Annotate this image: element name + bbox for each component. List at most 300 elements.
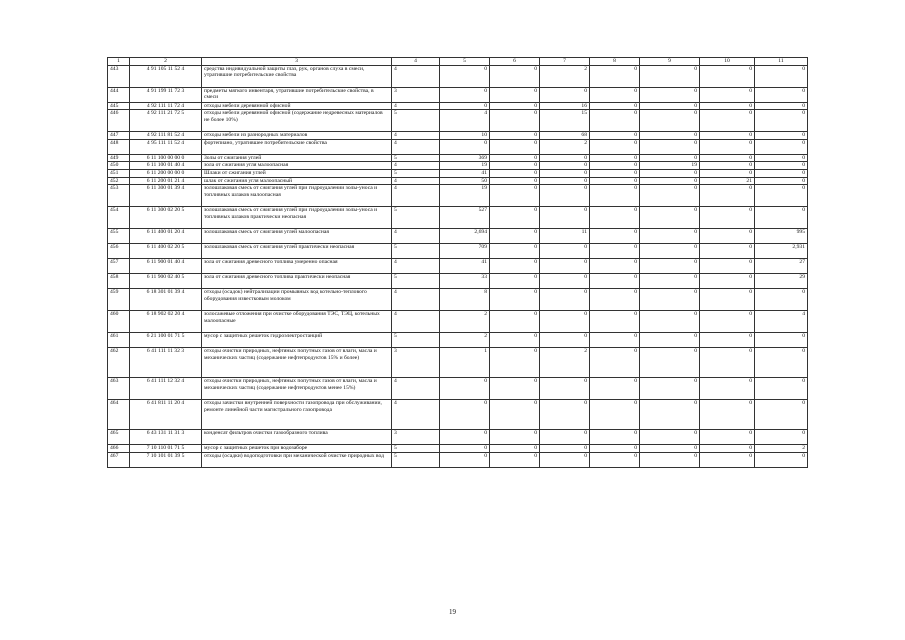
value-col-10: 0 bbox=[700, 400, 755, 430]
value-col-9: 0 bbox=[640, 333, 700, 348]
waste-name: золошлаковая смесь от сжигания углей при гидроудалении золы-уноса и топливных шлаков малоопасная bbox=[202, 185, 392, 207]
table-row bbox=[108, 445, 808, 453]
waste-code: 6 11 300 01 39 4 bbox=[130, 185, 202, 207]
row-number: 450 bbox=[108, 162, 130, 170]
value-col-5: 527 bbox=[440, 207, 490, 229]
row-number: 449 bbox=[108, 154, 130, 162]
value-col-8: 0 bbox=[590, 289, 640, 311]
value-col-11: 0 bbox=[755, 169, 808, 177]
hazard-class: 3 bbox=[392, 348, 440, 378]
value-col-5: 1 bbox=[440, 348, 490, 378]
value-col-9: 0 bbox=[640, 139, 700, 154]
value-col-6: 0 bbox=[490, 139, 540, 154]
waste-code: 6 11 400 02 20 5 bbox=[130, 244, 202, 259]
col-header-2: 2 bbox=[130, 58, 202, 66]
waste-code: 6 11 300 02 20 5 bbox=[130, 207, 202, 229]
table-row bbox=[108, 400, 808, 430]
waste-code: 6 11 200 01 21 4 bbox=[130, 177, 202, 185]
table-row bbox=[108, 207, 808, 229]
table-row bbox=[108, 139, 808, 154]
value-col-7: 0 bbox=[540, 244, 590, 259]
value-col-9: 0 bbox=[640, 400, 700, 430]
row-number: 462 bbox=[108, 348, 130, 378]
value-col-7: 0 bbox=[540, 378, 590, 400]
hazard-class: 5 bbox=[392, 154, 440, 162]
value-col-9: 0 bbox=[640, 65, 700, 87]
value-col-5: 0 bbox=[440, 139, 490, 154]
value-col-10: 0 bbox=[700, 348, 755, 378]
table-row bbox=[108, 274, 808, 289]
value-col-8: 0 bbox=[590, 244, 640, 259]
value-col-5: 50 bbox=[440, 177, 490, 185]
value-col-11: 2 bbox=[755, 445, 808, 453]
value-col-6: 0 bbox=[490, 207, 540, 229]
value-col-11: 4 bbox=[755, 311, 808, 333]
value-col-7: 0 bbox=[540, 289, 590, 311]
row-number: 457 bbox=[108, 259, 130, 274]
hazard-class: 5 bbox=[392, 207, 440, 229]
hazard-class: 4 bbox=[392, 311, 440, 333]
waste-name: зола от сжигания древесного топлива практически неопасная bbox=[202, 274, 392, 289]
value-col-10: 0 bbox=[700, 132, 755, 140]
col-header-6: 6 bbox=[490, 58, 540, 66]
value-col-5: 2 bbox=[440, 311, 490, 333]
value-col-9: 0 bbox=[640, 244, 700, 259]
row-number: 444 bbox=[108, 87, 130, 102]
value-col-7: 0 bbox=[540, 169, 590, 177]
row-number: 446 bbox=[108, 110, 130, 132]
value-col-6: 0 bbox=[490, 229, 540, 244]
value-col-5: 19 bbox=[440, 162, 490, 170]
value-col-7: 2 bbox=[540, 65, 590, 87]
value-col-8: 0 bbox=[590, 162, 640, 170]
value-col-7: 0 bbox=[540, 185, 590, 207]
row-number: 456 bbox=[108, 244, 130, 259]
value-col-7: 0 bbox=[540, 400, 590, 430]
value-col-10: 21 bbox=[700, 177, 755, 185]
row-number: 463 bbox=[108, 378, 130, 400]
value-col-6: 0 bbox=[490, 110, 540, 132]
value-col-5: 0 bbox=[440, 102, 490, 110]
waste-code: 6 18 301 01 39 4 bbox=[130, 289, 202, 311]
table-row bbox=[108, 348, 808, 378]
waste-name: конденсат фильтров очистки газообразного топлива bbox=[202, 430, 392, 445]
hazard-class: 4 bbox=[392, 177, 440, 185]
table-row bbox=[108, 311, 808, 333]
table-row bbox=[108, 378, 808, 400]
value-col-11: 0 bbox=[755, 452, 808, 467]
value-col-7: 0 bbox=[540, 87, 590, 102]
value-col-8: 0 bbox=[590, 348, 640, 378]
value-col-9: 0 bbox=[640, 87, 700, 102]
value-col-9: 0 bbox=[640, 452, 700, 467]
value-col-8: 0 bbox=[590, 400, 640, 430]
hazard-class: 4 bbox=[392, 289, 440, 311]
value-col-10: 0 bbox=[700, 139, 755, 154]
value-col-11: 0 bbox=[755, 132, 808, 140]
value-col-5: 0 bbox=[440, 430, 490, 445]
value-col-11: 0 bbox=[755, 110, 808, 132]
waste-code: 6 11 100 01 40 4 bbox=[130, 162, 202, 170]
value-col-5: 8 bbox=[440, 289, 490, 311]
value-col-11: 0 bbox=[755, 289, 808, 311]
value-col-8: 0 bbox=[590, 139, 640, 154]
waste-name: шлак от сжигания угля малоопасный bbox=[202, 177, 392, 185]
value-col-10: 0 bbox=[700, 311, 755, 333]
value-col-5: 33 bbox=[440, 274, 490, 289]
value-col-11: 0 bbox=[755, 207, 808, 229]
value-col-5: 2,694 bbox=[440, 229, 490, 244]
value-col-5: 0 bbox=[440, 378, 490, 400]
value-col-7: 0 bbox=[540, 207, 590, 229]
value-col-5: 4 bbox=[440, 110, 490, 132]
hazard-class: 5 bbox=[392, 452, 440, 467]
waste-code: 7 10 101 01 39 5 bbox=[130, 452, 202, 467]
row-number: 467 bbox=[108, 452, 130, 467]
value-col-7: 0 bbox=[540, 452, 590, 467]
waste-name: отходы очистки природных, нефтяных попутных газов от влаги, масла и механических частиц (содержание нефтепродуктов 15% и более) bbox=[202, 348, 392, 378]
value-col-6: 0 bbox=[490, 102, 540, 110]
value-col-8: 0 bbox=[590, 207, 640, 229]
hazard-class: 5 bbox=[392, 333, 440, 348]
waste-code: 6 11 400 01 20 4 bbox=[130, 229, 202, 244]
waste-code: 4 92 111 81 52 4 bbox=[130, 132, 202, 140]
value-col-10: 0 bbox=[700, 154, 755, 162]
value-col-8: 0 bbox=[590, 87, 640, 102]
waste-code: 6 18 902 02 20 4 bbox=[130, 311, 202, 333]
value-col-7: 0 bbox=[540, 333, 590, 348]
row-number: 443 bbox=[108, 65, 130, 87]
value-col-6: 0 bbox=[490, 259, 540, 274]
hazard-class: 4 bbox=[392, 378, 440, 400]
value-col-9: 0 bbox=[640, 185, 700, 207]
waste-code: 6 43 131 11 31 3 bbox=[130, 430, 202, 445]
hazard-class: 4 bbox=[392, 139, 440, 154]
value-col-8: 0 bbox=[590, 430, 640, 445]
value-col-5: 0 bbox=[440, 87, 490, 102]
value-col-10: 0 bbox=[700, 244, 755, 259]
value-col-10: 0 bbox=[700, 207, 755, 229]
table-row bbox=[108, 65, 808, 87]
table-row bbox=[108, 289, 808, 311]
value-col-5: 0 bbox=[440, 452, 490, 467]
value-col-7: 11 bbox=[540, 229, 590, 244]
value-col-8: 0 bbox=[590, 311, 640, 333]
value-col-5: 10 bbox=[440, 132, 490, 140]
waste-code: 4 91 199 11 72 3 bbox=[130, 87, 202, 102]
waste-name: отходы (осадки) водоподготовки при механической очистке природных вод bbox=[202, 452, 392, 467]
hazard-class: 3 bbox=[392, 87, 440, 102]
value-col-10: 0 bbox=[700, 162, 755, 170]
value-col-8: 0 bbox=[590, 169, 640, 177]
waste-name: золошлаковая смесь от сжигания углей малоопасная bbox=[202, 229, 392, 244]
value-col-10: 0 bbox=[700, 430, 755, 445]
value-col-7: 0 bbox=[540, 445, 590, 453]
hazard-class: 4 bbox=[392, 65, 440, 87]
waste-name: золосажевые отложения при очистке оборудования ТЭС, ТЭЦ, котельных малоопасные bbox=[202, 311, 392, 333]
value-col-11: 995 bbox=[755, 229, 808, 244]
value-col-9: 0 bbox=[640, 378, 700, 400]
table-row bbox=[108, 259, 808, 274]
waste-code: 6 11 900 02 40 5 bbox=[130, 274, 202, 289]
value-col-5: 709 bbox=[440, 244, 490, 259]
table-body bbox=[108, 58, 808, 468]
waste-name: Шлаки от сжигания углей bbox=[202, 169, 392, 177]
waste-name: предметы мягкого инвентаря, утратившие потребительские свойства, в смеси bbox=[202, 87, 392, 102]
hazard-class: 4 bbox=[392, 259, 440, 274]
col-header-1: 1 bbox=[108, 58, 130, 66]
waste-table bbox=[107, 57, 808, 468]
value-col-5: 41 bbox=[440, 259, 490, 274]
row-number: 452 bbox=[108, 177, 130, 185]
waste-code: 6 11 200 00 00 0 bbox=[130, 169, 202, 177]
table-row bbox=[108, 229, 808, 244]
value-col-9: 0 bbox=[640, 289, 700, 311]
value-col-5: 0 bbox=[440, 445, 490, 453]
value-col-9: 0 bbox=[640, 132, 700, 140]
value-col-7: 2 bbox=[540, 348, 590, 378]
value-col-6: 0 bbox=[490, 400, 540, 430]
value-col-11: 0 bbox=[755, 185, 808, 207]
row-number: 466 bbox=[108, 445, 130, 453]
hazard-class: 5 bbox=[392, 244, 440, 259]
value-col-7: 68 bbox=[540, 132, 590, 140]
value-col-6: 0 bbox=[490, 289, 540, 311]
table-row bbox=[108, 132, 808, 140]
value-col-8: 0 bbox=[590, 154, 640, 162]
waste-name: отходы зачистки внутренней поверхности газопровода при обслуживании, ремонте линейной части магистрального газопровода bbox=[202, 400, 392, 430]
value-col-11: 0 bbox=[755, 430, 808, 445]
table-row bbox=[108, 452, 808, 467]
waste-name: отходы мебели из разнородных материалов bbox=[202, 132, 392, 140]
table-row bbox=[108, 102, 808, 110]
value-col-11: 2,931 bbox=[755, 244, 808, 259]
waste-code: 6 11 900 01 40 4 bbox=[130, 259, 202, 274]
header-row bbox=[108, 58, 808, 66]
value-col-11: 0 bbox=[755, 333, 808, 348]
value-col-6: 0 bbox=[490, 274, 540, 289]
table-row bbox=[108, 169, 808, 177]
waste-name: средства индивидуальной защиты глаз, рук, органов слуха в смеси, утратившие потребительские свойства bbox=[202, 65, 392, 87]
value-col-5: 41 bbox=[440, 169, 490, 177]
value-col-11: 0 bbox=[755, 400, 808, 430]
waste-name: отходы очистки природных, нефтяных попутных газов от влаги, масла и механических частиц (содержание нефтепродуктов менее 15%) bbox=[202, 378, 392, 400]
value-col-11: 0 bbox=[755, 378, 808, 400]
waste-code: 6 41 811 11 20 4 bbox=[130, 400, 202, 430]
waste-name: золошлаковая смесь от сжигания углей практически неопасная bbox=[202, 244, 392, 259]
page-number: 19 bbox=[449, 608, 456, 616]
waste-name: мусор с защитных решеток гидроэлектростанций bbox=[202, 333, 392, 348]
value-col-7: 15 bbox=[540, 110, 590, 132]
value-col-9: 0 bbox=[640, 177, 700, 185]
hazard-class: 4 bbox=[392, 229, 440, 244]
value-col-7: 0 bbox=[540, 274, 590, 289]
col-header-3: 3 bbox=[202, 58, 392, 66]
value-col-8: 0 bbox=[590, 185, 640, 207]
value-col-11: 0 bbox=[755, 87, 808, 102]
waste-name: Золы от сжигания углей bbox=[202, 154, 392, 162]
value-col-8: 0 bbox=[590, 259, 640, 274]
value-col-10: 0 bbox=[700, 259, 755, 274]
value-col-10: 0 bbox=[700, 378, 755, 400]
value-col-10: 0 bbox=[700, 229, 755, 244]
row-number: 451 bbox=[108, 169, 130, 177]
value-col-9: 0 bbox=[640, 259, 700, 274]
value-col-9: 19 bbox=[640, 162, 700, 170]
value-col-9: 0 bbox=[640, 154, 700, 162]
row-number: 465 bbox=[108, 430, 130, 445]
value-col-9: 0 bbox=[640, 430, 700, 445]
value-col-11: 0 bbox=[755, 348, 808, 378]
value-col-9: 0 bbox=[640, 348, 700, 378]
value-col-7: 0 bbox=[540, 162, 590, 170]
value-col-10: 0 bbox=[700, 65, 755, 87]
row-number: 459 bbox=[108, 289, 130, 311]
value-col-8: 0 bbox=[590, 102, 640, 110]
row-number: 454 bbox=[108, 207, 130, 229]
waste-code: 4 92 111 21 72 5 bbox=[130, 110, 202, 132]
value-col-9: 0 bbox=[640, 274, 700, 289]
value-col-11: 0 bbox=[755, 139, 808, 154]
col-header-8: 8 bbox=[590, 58, 640, 66]
value-col-8: 0 bbox=[590, 229, 640, 244]
row-number: 461 bbox=[108, 333, 130, 348]
value-col-10: 0 bbox=[700, 274, 755, 289]
value-col-10: 0 bbox=[700, 110, 755, 132]
value-col-7: 0 bbox=[540, 259, 590, 274]
row-number: 455 bbox=[108, 229, 130, 244]
value-col-6: 0 bbox=[490, 333, 540, 348]
hazard-class: 5 bbox=[392, 169, 440, 177]
value-col-9: 0 bbox=[640, 102, 700, 110]
waste-code: 6 41 111 12 32 4 bbox=[130, 378, 202, 400]
value-col-6: 0 bbox=[490, 445, 540, 453]
value-col-8: 0 bbox=[590, 274, 640, 289]
value-col-8: 0 bbox=[590, 177, 640, 185]
value-col-7: 2 bbox=[540, 139, 590, 154]
value-col-6: 0 bbox=[490, 177, 540, 185]
row-number: 453 bbox=[108, 185, 130, 207]
row-number: 445 bbox=[108, 102, 130, 110]
value-col-8: 0 bbox=[590, 452, 640, 467]
value-col-6: 0 bbox=[490, 430, 540, 445]
value-col-11: 27 bbox=[755, 259, 808, 274]
value-col-10: 0 bbox=[700, 289, 755, 311]
value-col-5: 369 bbox=[440, 154, 490, 162]
hazard-class: 4 bbox=[392, 185, 440, 207]
value-col-11: 0 bbox=[755, 162, 808, 170]
waste-code: 4 92 111 11 72 4 bbox=[130, 102, 202, 110]
table-row bbox=[108, 154, 808, 162]
waste-name: зола от сжигания древесного топлива умеренно опасная bbox=[202, 259, 392, 274]
value-col-6: 0 bbox=[490, 185, 540, 207]
hazard-class: 4 bbox=[392, 132, 440, 140]
value-col-5: 19 bbox=[440, 185, 490, 207]
hazard-class: 3 bbox=[392, 430, 440, 445]
row-number: 460 bbox=[108, 311, 130, 333]
waste-name: золошлаковая смесь от сжигания углей при гидроудалении золы-уноса и топливных шлаков практически неопасная bbox=[202, 207, 392, 229]
value-col-7: 0 bbox=[540, 154, 590, 162]
value-col-9: 0 bbox=[640, 229, 700, 244]
waste-name: зола от сжигания угля малоопасная bbox=[202, 162, 392, 170]
value-col-9: 0 bbox=[640, 311, 700, 333]
table-row bbox=[108, 244, 808, 259]
value-col-5: 0 bbox=[440, 400, 490, 430]
value-col-6: 0 bbox=[490, 378, 540, 400]
value-col-8: 0 bbox=[590, 132, 640, 140]
value-col-6: 0 bbox=[490, 169, 540, 177]
value-col-11: 0 bbox=[755, 177, 808, 185]
value-col-9: 0 bbox=[640, 169, 700, 177]
col-header-9: 9 bbox=[640, 58, 700, 66]
value-col-9: 0 bbox=[640, 445, 700, 453]
value-col-10: 0 bbox=[700, 445, 755, 453]
row-number: 464 bbox=[108, 400, 130, 430]
value-col-7: 16 bbox=[540, 102, 590, 110]
value-col-8: 0 bbox=[590, 110, 640, 132]
value-col-10: 0 bbox=[700, 452, 755, 467]
waste-name: мусор с защитных решеток при водозаборе bbox=[202, 445, 392, 453]
hazard-class: 4 bbox=[392, 400, 440, 430]
row-number: 447 bbox=[108, 132, 130, 140]
value-col-11: 0 bbox=[755, 154, 808, 162]
value-col-7: 0 bbox=[540, 177, 590, 185]
waste-name: фортепиано, утратившее потребительские свойства bbox=[202, 139, 392, 154]
hazard-class: 4 bbox=[392, 162, 440, 170]
waste-name: отходы (осадок) нейтрализации промывных вод котельно-теплового оборудования известковым молоком bbox=[202, 289, 392, 311]
waste-code: 6 21 100 01 71 5 bbox=[130, 333, 202, 348]
waste-code: 6 41 111 11 32 3 bbox=[130, 348, 202, 378]
col-header-10: 10 bbox=[700, 58, 755, 66]
waste-name: отходы мебели деревянной офисной bbox=[202, 102, 392, 110]
value-col-7: 0 bbox=[540, 430, 590, 445]
value-col-8: 0 bbox=[590, 333, 640, 348]
hazard-class: 4 bbox=[392, 102, 440, 110]
value-col-5: 0 bbox=[440, 65, 490, 87]
row-number: 448 bbox=[108, 139, 130, 154]
value-col-6: 0 bbox=[490, 132, 540, 140]
value-col-11: 0 bbox=[755, 65, 808, 87]
col-header-7: 7 bbox=[540, 58, 590, 66]
hazard-class: 5 bbox=[392, 110, 440, 132]
value-col-8: 0 bbox=[590, 65, 640, 87]
value-col-6: 0 bbox=[490, 87, 540, 102]
waste-code: 7 10 110 01 71 5 bbox=[130, 445, 202, 453]
col-header-4: 4 bbox=[392, 58, 440, 66]
table-row bbox=[108, 185, 808, 207]
value-col-9: 0 bbox=[640, 207, 700, 229]
table-row bbox=[108, 162, 808, 170]
value-col-6: 0 bbox=[490, 348, 540, 378]
table-row bbox=[108, 110, 808, 132]
value-col-11: 29 bbox=[755, 274, 808, 289]
value-col-10: 0 bbox=[700, 102, 755, 110]
value-col-5: 2 bbox=[440, 333, 490, 348]
value-col-6: 0 bbox=[490, 65, 540, 87]
hazard-class: 5 bbox=[392, 274, 440, 289]
waste-code: 4 95 111 11 52 4 bbox=[130, 139, 202, 154]
table-row bbox=[108, 333, 808, 348]
row-number: 458 bbox=[108, 274, 130, 289]
value-col-6: 0 bbox=[490, 154, 540, 162]
value-col-9: 0 bbox=[640, 110, 700, 132]
value-col-6: 0 bbox=[490, 311, 540, 333]
col-header-11: 11 bbox=[755, 58, 808, 66]
waste-code: 6 11 100 00 00 0 bbox=[130, 154, 202, 162]
table-row bbox=[108, 430, 808, 445]
value-col-6: 0 bbox=[490, 162, 540, 170]
table-row bbox=[108, 87, 808, 102]
